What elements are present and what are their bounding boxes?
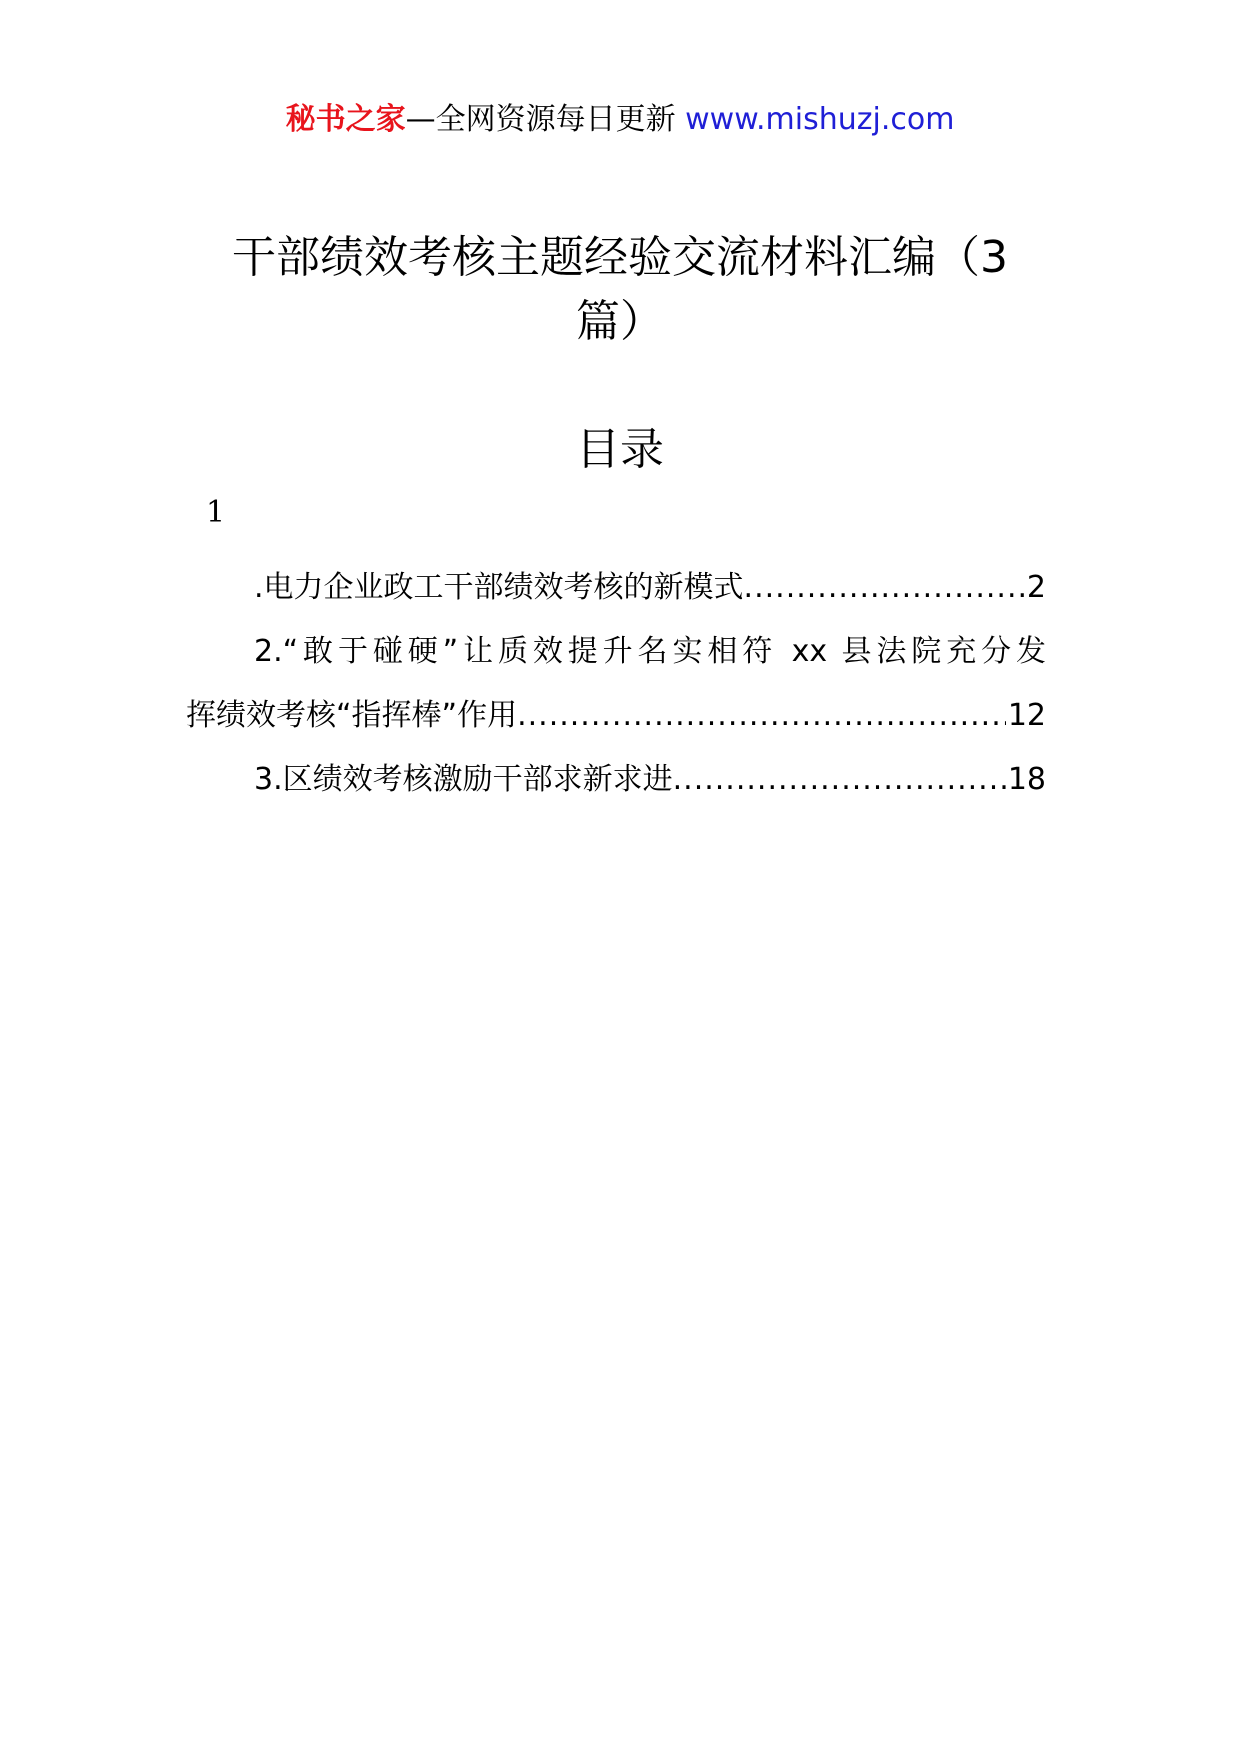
document-title: 干部绩效考核主题经验交流材料汇编（3篇） xyxy=(232,232,1008,347)
toc-heading: 目录 xyxy=(576,424,664,475)
toc-entry-title: 3.区绩效考核激励干部求新求进 xyxy=(254,762,673,797)
toc-dot-leader xyxy=(673,748,1006,812)
toc-entry-title-line2: 挥绩效考核“指挥棒”作用 xyxy=(186,698,518,733)
site-url-link[interactable]: www.mishuzj.com xyxy=(685,102,955,137)
stray-page-number: 1 xyxy=(206,495,226,530)
toc-page-number: 2 xyxy=(1026,570,1046,605)
brand-name: 秘书之家 xyxy=(285,102,406,137)
toc-page-number: 18 xyxy=(1007,762,1046,797)
site-banner xyxy=(0,100,1240,140)
banner-tagline: —全网资源每日更新 xyxy=(405,102,676,137)
toc-entry-title-line1: 2.“敢于碰硬”让质效提升名实相符 xx 县法院充分发 xyxy=(254,634,1046,669)
toc-entry-2[interactable] xyxy=(186,620,1046,748)
toc-dot-leader xyxy=(517,684,1006,748)
toc-entry-title: .电力企业政工干部绩效考核的新模式 xyxy=(254,570,744,605)
table-of-contents xyxy=(186,556,1046,812)
toc-dot-leader xyxy=(744,556,1025,620)
toc-entry-1[interactable] xyxy=(186,556,1046,620)
toc-page-number: 12 xyxy=(1007,698,1046,733)
toc-entry-3[interactable] xyxy=(186,748,1046,812)
